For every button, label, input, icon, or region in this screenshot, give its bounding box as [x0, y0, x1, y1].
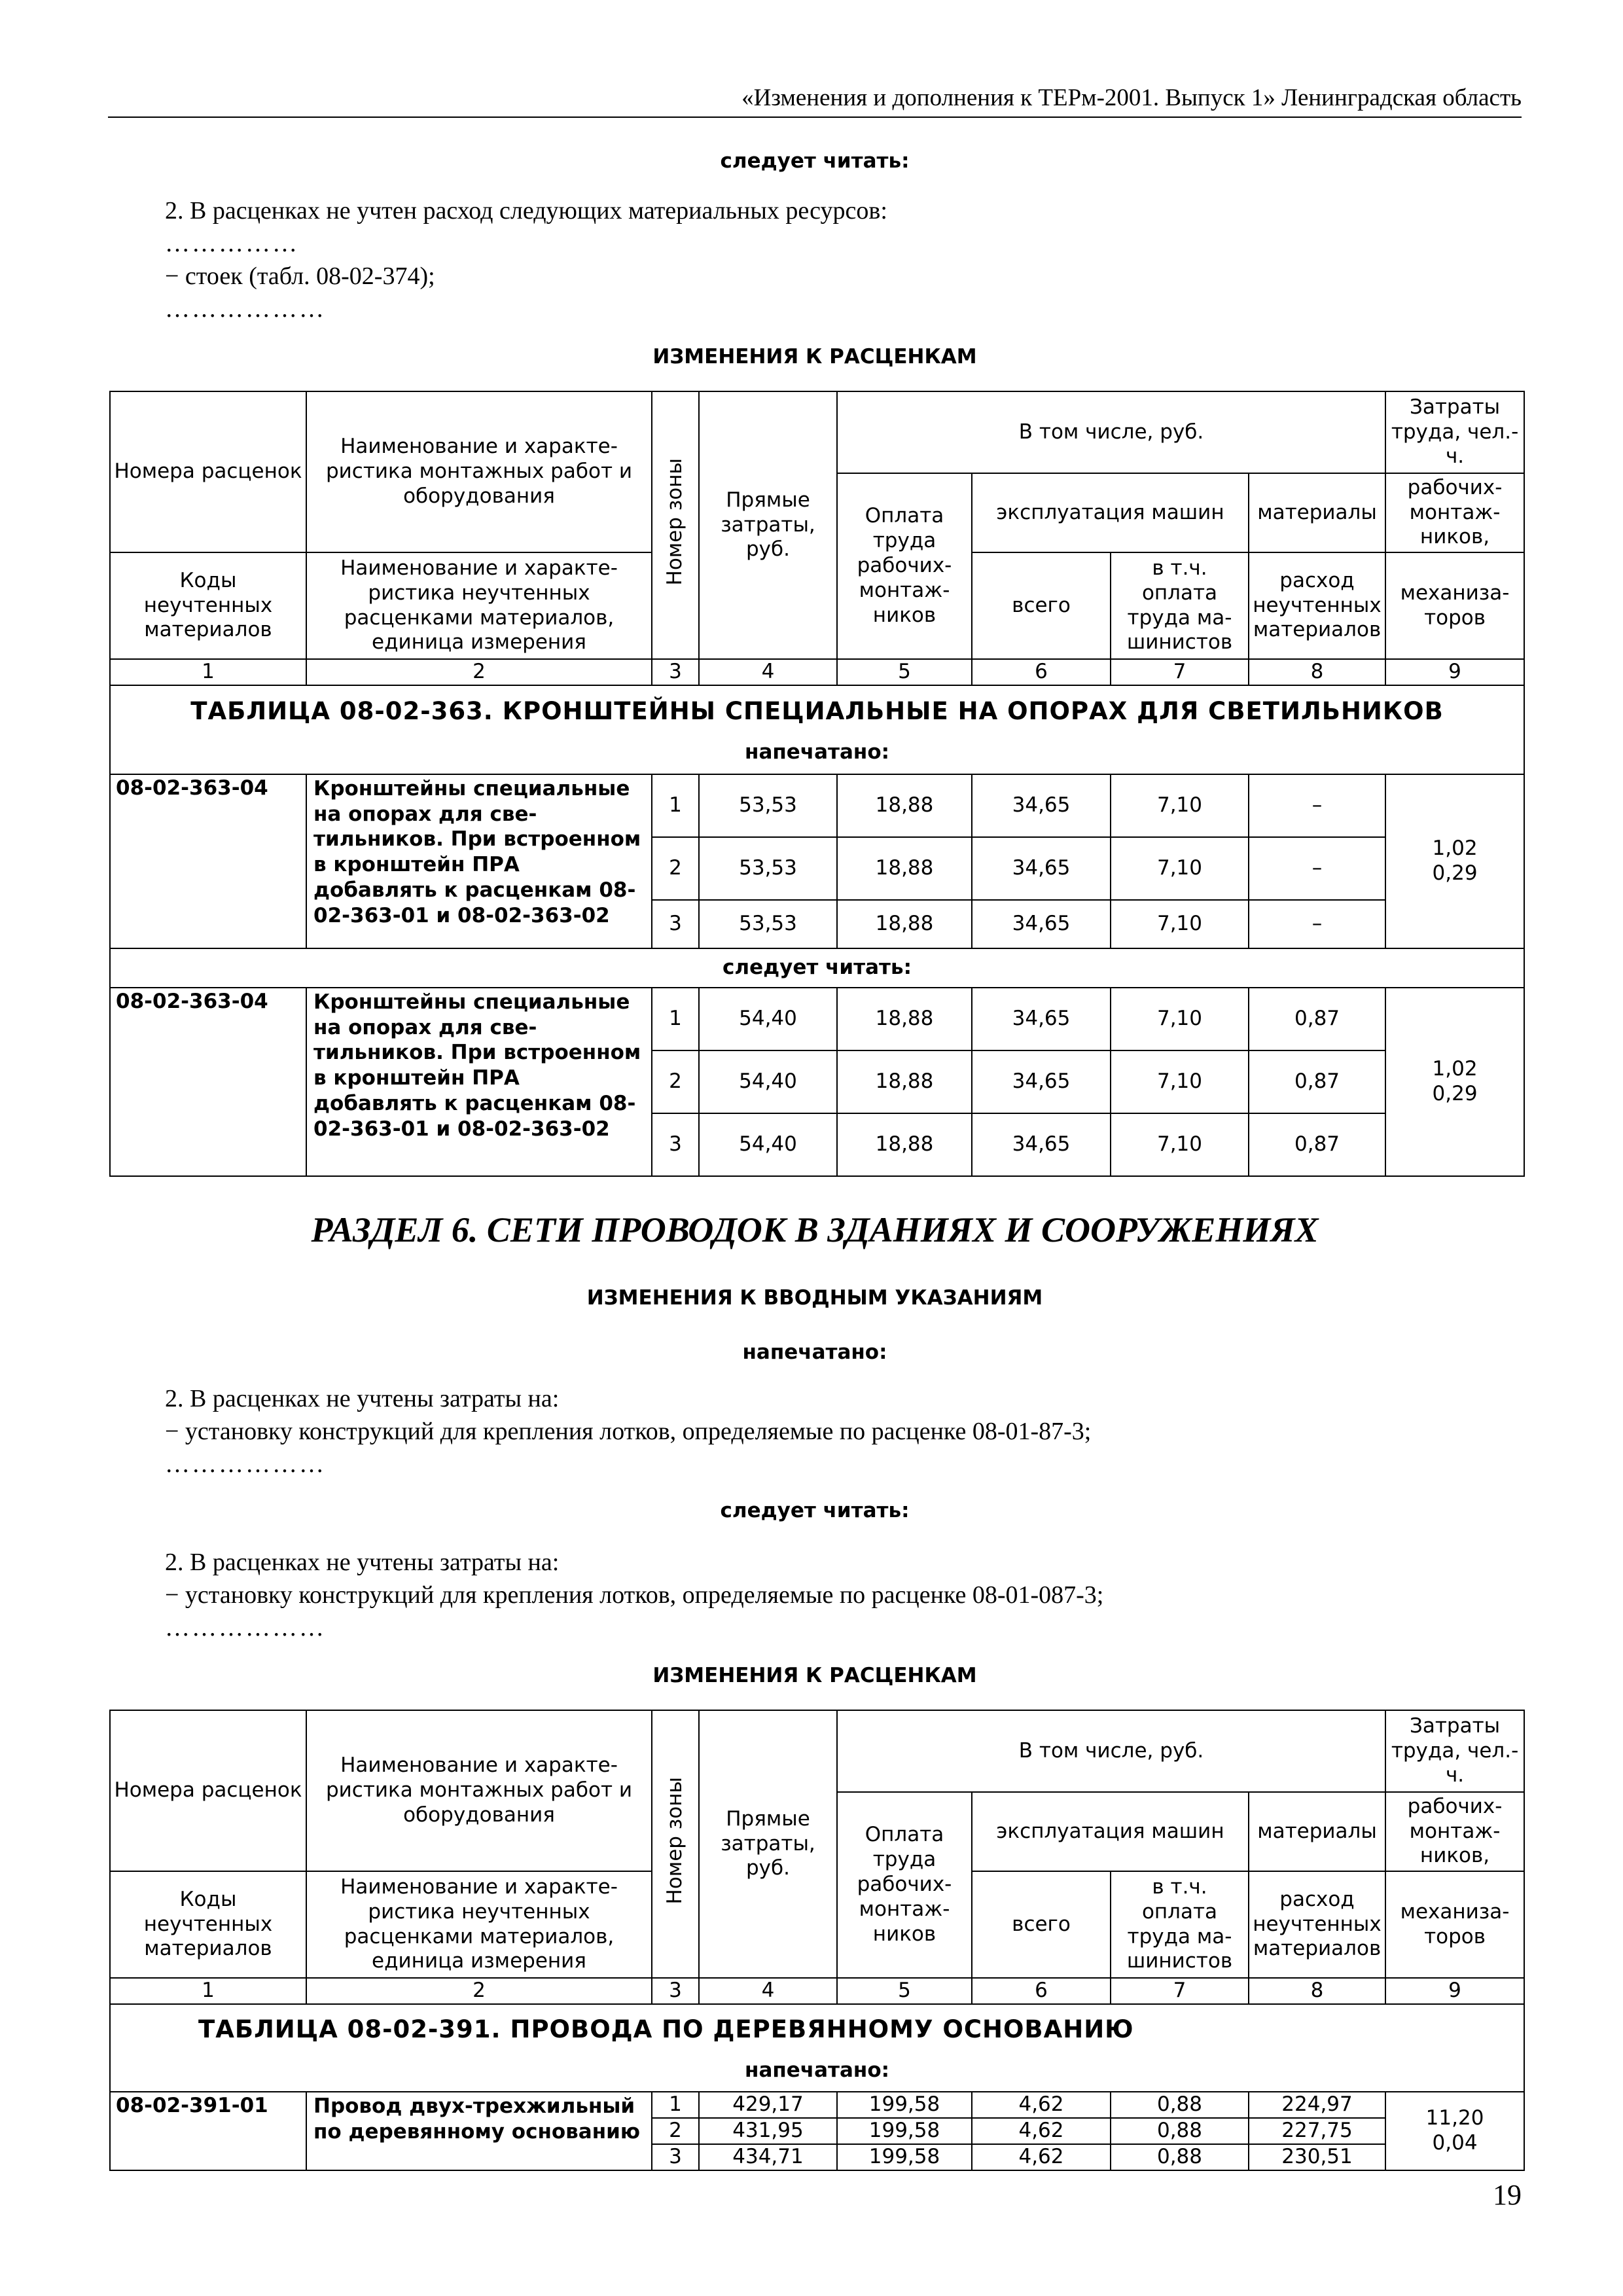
materials-cell: – — [1249, 774, 1385, 837]
col-including: В том числе, руб. — [837, 1710, 1385, 1792]
col-unaccounted-name: Наименование и характеристика неучтенных расценками материалов, единица измерения — [306, 1871, 652, 1978]
labor-workers-value: 1,02 — [1432, 1057, 1478, 1081]
materials-cell: 0,87 — [1249, 988, 1385, 1050]
column-number: 6 — [972, 659, 1111, 685]
should-read-label: следует читать: — [110, 948, 1524, 988]
table-title-cell — [110, 685, 1524, 774]
materials-cell: 224,97 — [1249, 2092, 1385, 2118]
machines-cell: 34,65 — [972, 837, 1111, 900]
direct-cost-cell: 54,40 — [699, 1050, 837, 1113]
machines-cell: 34,65 — [972, 900, 1111, 948]
paragraph-line: − стоек (табл. 08-02-374); — [165, 262, 435, 290]
column-number: 3 — [652, 659, 699, 685]
machinist-wages-cell: 7,10 — [1111, 900, 1249, 948]
wages-cell: 18,88 — [837, 1050, 972, 1113]
materials-cell: 0,87 — [1249, 1050, 1385, 1113]
labor-mech-value: 0,29 — [1432, 861, 1478, 885]
machinist-wages-cell: 0,88 — [1111, 2118, 1249, 2144]
machines-cell: 34,65 — [972, 1050, 1111, 1113]
labor-mech-value: 0,04 — [1432, 2130, 1478, 2155]
rate-code: 08-02-391-01 — [110, 2092, 306, 2170]
labor-mech-value: 0,29 — [1432, 1081, 1478, 1105]
col-labor-workers: рабочих-монтажников, — [1385, 1792, 1524, 1871]
paragraph-line: − установку конструкций для крепления лотков, определяемые по расценке 08-01-087-3; — [165, 1581, 1104, 1609]
direct-cost-cell: 431,95 — [699, 2118, 837, 2144]
column-number: 1 — [110, 659, 306, 685]
column-number: 4 — [699, 659, 837, 685]
col-materials: материалы — [1249, 1792, 1385, 1871]
col-rate-codes: Номера расценок — [110, 391, 306, 552]
zone-cell: 3 — [652, 2144, 699, 2170]
rate-code: 08-02-363-04 — [110, 988, 306, 1176]
section-title: РАЗДЕЛ 6. СЕТИ ПРОВОДОК В ЗДАНИЯХ И СООРУЖЕНИЯХ — [311, 1210, 1319, 1249]
materials-cell: 227,75 — [1249, 2118, 1385, 2144]
machinist-wages-cell: 7,10 — [1111, 774, 1249, 837]
paragraph-line: − установку конструкций для крепления лотков, определяемые по расценке 08-01-87-3; — [165, 1418, 1092, 1445]
wages-cell: 18,88 — [837, 774, 972, 837]
zone-cell: 2 — [652, 2118, 699, 2144]
zone-cell: 3 — [652, 900, 699, 948]
labor-cell — [1385, 988, 1524, 1176]
ellipsis-line: ……………… — [165, 1614, 326, 1641]
running-header: «Изменения и дополнения к ТЕРм-2001. Выпуск 1» Ленинградская область — [741, 84, 1522, 111]
wages-cell: 199,58 — [837, 2118, 972, 2144]
paragraph-line: 2. В расценках не учтены затраты на: — [165, 1385, 560, 1412]
machines-cell: 4,62 — [972, 2118, 1111, 2144]
col-wages: Оплата труда рабочих-монтажников — [837, 1792, 972, 1978]
col-labor-mechanics: механизаторов — [1385, 552, 1524, 659]
col-rate-codes: Номера расценок — [110, 1710, 306, 1871]
machinist-wages-cell: 7,10 — [1111, 837, 1249, 900]
col-labor-workers: рабочих-монтажников, — [1385, 473, 1524, 552]
printed-label: напечатано: — [745, 740, 890, 764]
col-machines: эксплуатация машин — [972, 1792, 1249, 1871]
wages-cell: 199,58 — [837, 2092, 972, 2118]
table-caption: ИЗМЕНЕНИЯ К РАСЦЕНКАМ — [652, 345, 977, 368]
col-labor: Затраты труда, чел.-ч. — [1385, 1710, 1524, 1792]
col-machines-total: всего — [972, 552, 1111, 659]
zone-cell: 3 — [652, 1113, 699, 1176]
machinist-wages-cell: 0,88 — [1111, 2092, 1249, 2118]
wages-cell: 18,88 — [837, 1113, 972, 1176]
table-title-cell — [110, 2004, 1524, 2092]
col-labor: Затраты труда, чел.-ч. — [1385, 391, 1524, 473]
labor-cell — [1385, 774, 1524, 948]
machinist-wages-cell: 7,10 — [1111, 1113, 1249, 1176]
materials-cell: 0,87 — [1249, 1113, 1385, 1176]
header-rule — [108, 117, 1522, 118]
should-read-label: следует читать: — [720, 149, 910, 173]
col-materials: материалы — [1249, 473, 1385, 552]
rate-code: 08-02-363-04 — [110, 774, 306, 948]
direct-cost-cell: 434,71 — [699, 2144, 837, 2170]
direct-cost-cell: 53,53 — [699, 900, 837, 948]
col-machines: эксплуатация машин — [972, 473, 1249, 552]
column-number: 7 — [1111, 1978, 1249, 2004]
col-direct-costs: Прямые затраты, руб. — [699, 391, 837, 659]
machines-cell: 34,65 — [972, 774, 1111, 837]
machines-cell: 4,62 — [972, 2092, 1111, 2118]
column-number: 1 — [110, 1978, 306, 2004]
col-machinist-wages: в т.ч. оплата труда машинистов — [1111, 1871, 1249, 1978]
materials-cell: – — [1249, 837, 1385, 900]
col-direct-costs: Прямые затраты, руб. — [699, 1710, 837, 1978]
machines-cell: 34,65 — [972, 1113, 1111, 1176]
direct-cost-cell: 53,53 — [699, 774, 837, 837]
table-title: ТАБЛИЦА 08-02-363. КРОНШТЕЙНЫ СПЕЦИАЛЬНЫЕ НА ОПОРАХ ДЛЯ СВЕТИЛЬНИКОВ — [190, 697, 1444, 726]
column-number: 7 — [1111, 659, 1249, 685]
machinist-wages-cell: 0,88 — [1111, 2144, 1249, 2170]
rates-table-1 — [109, 391, 1525, 1177]
col-machines-total: всего — [972, 1871, 1111, 1978]
column-number: 8 — [1249, 659, 1385, 685]
table-caption: ИЗМЕНЕНИЯ К РАСЦЕНКАМ — [652, 1664, 977, 1687]
zone-cell: 1 — [652, 2092, 699, 2118]
machines-cell: 34,65 — [972, 988, 1111, 1050]
column-number: 9 — [1385, 659, 1524, 685]
col-work-name: Наименование и характеристика монтажных работ и оборудования — [306, 1710, 652, 1871]
printed-label: напечатано: — [742, 1340, 887, 1364]
zone-label: Номер зоны — [663, 458, 687, 586]
zone-cell: 1 — [652, 774, 699, 837]
zone-cell: 2 — [652, 1050, 699, 1113]
col-wages: Оплата труда рабочих-монтажников — [837, 473, 972, 659]
column-number: 5 — [837, 1978, 972, 2004]
wages-cell: 199,58 — [837, 2144, 972, 2170]
zone-cell: 2 — [652, 837, 699, 900]
materials-cell: – — [1249, 900, 1385, 948]
column-number: 6 — [972, 1978, 1111, 2004]
zone-cell: 1 — [652, 988, 699, 1050]
col-unaccounted-name: Наименование и характеристика неучтенных расценками материалов, единица измерения — [306, 552, 652, 659]
col-unaccounted-materials: расход неучтенных материалов — [1249, 552, 1385, 659]
column-number: 9 — [1385, 1978, 1524, 2004]
machines-cell: 4,62 — [972, 2144, 1111, 2170]
direct-cost-cell: 54,40 — [699, 988, 837, 1050]
wages-cell: 18,88 — [837, 900, 972, 948]
direct-cost-cell: 53,53 — [699, 837, 837, 900]
direct-cost-cell: 54,40 — [699, 1113, 837, 1176]
rates-table-2 — [109, 1710, 1525, 2171]
col-labor-mechanics: механизаторов — [1385, 1871, 1524, 1978]
col-zone — [652, 391, 699, 659]
paragraph-line: 2. В расценках не учтены затраты на: — [165, 1549, 560, 1576]
col-unaccounted-codes: Коды неучтенных материалов — [110, 552, 306, 659]
rate-name: Кронштейны специальные на опорах для светильников. При встроенном в кронштейн ПРА добавлять к расценкам 08-02-363-01 и 08-02-363-02 — [306, 988, 652, 1176]
page-number: 19 — [1493, 2179, 1522, 2211]
paragraph-line: 2. В расценках не учтен расход следующих материальных ресурсов: — [165, 197, 887, 224]
column-number: 2 — [306, 659, 652, 685]
table-title: ТАБЛИЦА 08-02-391. ПРОВОДА ПО ДЕРЕВЯННОМУ ОСНОВАНИЮ — [198, 2015, 1134, 2044]
col-unaccounted-codes: Коды неучтенных материалов — [110, 1871, 306, 1978]
zone-label: Номер зоны — [663, 1777, 687, 1905]
materials-cell: 230,51 — [1249, 2144, 1385, 2170]
col-including: В том числе, руб. — [837, 391, 1385, 473]
machinist-wages-cell: 7,10 — [1111, 988, 1249, 1050]
ellipsis-line: ……………… — [165, 1450, 326, 1478]
intro-heading: ИЗМЕНЕНИЯ К ВВОДНЫМ УКАЗАНИЯМ — [586, 1286, 1043, 1310]
col-zone — [652, 1710, 699, 1978]
col-machinist-wages: в т.ч. оплата труда машинистов — [1111, 552, 1249, 659]
column-number: 5 — [837, 659, 972, 685]
wages-cell: 18,88 — [837, 988, 972, 1050]
col-unaccounted-materials: расход неучтенных материалов — [1249, 1871, 1385, 1978]
column-number: 2 — [306, 1978, 652, 2004]
rate-name: Кронштейны специальные на опорах для светильников. При встроенном в кронштейн ПРА добавлять к расценкам 08-02-363-01 и 08-02-363-02 — [306, 774, 652, 948]
labor-cell — [1385, 2092, 1524, 2170]
machinist-wages-cell: 7,10 — [1111, 1050, 1249, 1113]
column-number: 8 — [1249, 1978, 1385, 2004]
rate-name: Провод двух-трехжильный по деревянному основанию — [306, 2092, 652, 2170]
should-read-label: следует читать: — [720, 1499, 910, 1522]
labor-workers-value: 11,20 — [1425, 2106, 1484, 2130]
wages-cell: 18,88 — [837, 837, 972, 900]
printed-label: напечатано: — [745, 2058, 890, 2083]
ellipsis-line: …………… — [165, 230, 299, 257]
ellipsis-line: ……………… — [165, 295, 326, 323]
labor-workers-value: 1,02 — [1432, 836, 1478, 860]
col-work-name: Наименование и характеристика монтажных работ и оборудования — [306, 391, 652, 552]
column-number: 4 — [699, 1978, 837, 2004]
direct-cost-cell: 429,17 — [699, 2092, 837, 2118]
column-number: 3 — [652, 1978, 699, 2004]
